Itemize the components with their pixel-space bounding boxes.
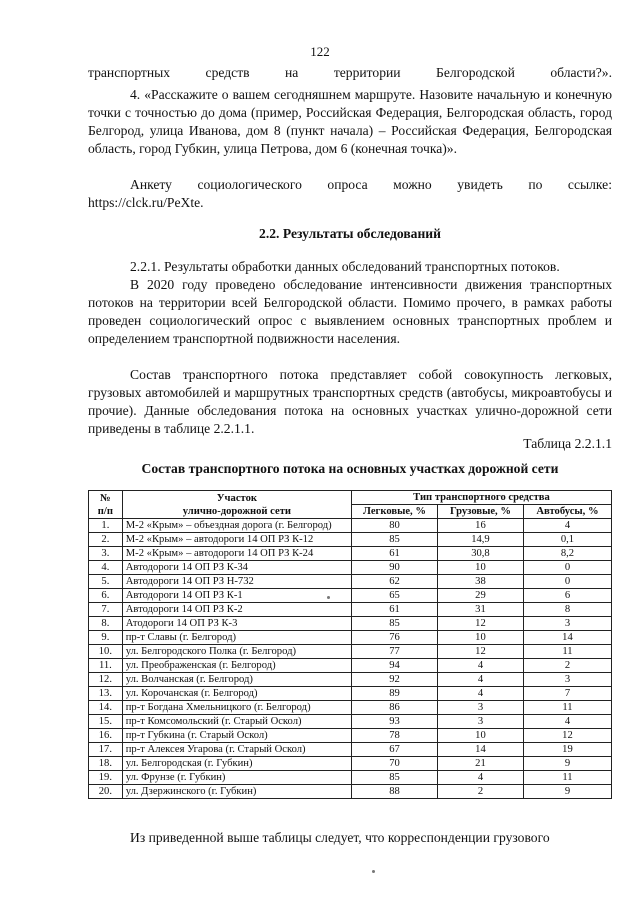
row-trucks-percent: 4	[437, 673, 523, 687]
table-row	[89, 533, 612, 547]
row-section: М-2 «Крым» – объездная дорога (г. Белгород)	[122, 519, 351, 533]
table-row	[89, 645, 612, 659]
row-number: 7.	[89, 603, 123, 617]
row-buses-percent: 7	[523, 687, 611, 701]
row-section: Атодороги 14 ОП РЗ К-3	[122, 617, 351, 631]
row-trucks-percent: 38	[437, 575, 523, 589]
row-section: ул. Волчанская (г. Белгород)	[122, 673, 351, 687]
row-section: Автодороги 14 ОП РЗ К-34	[122, 561, 351, 575]
row-number: 20.	[89, 785, 123, 799]
row-cars-percent: 78	[352, 729, 438, 743]
row-trucks-percent: 3	[437, 715, 523, 729]
row-section: М-2 «Крым» – автодороги 14 ОП РЗ К-12	[122, 533, 351, 547]
table-row	[89, 631, 612, 645]
header-number: № п/п	[89, 491, 123, 519]
row-cars-percent: 94	[352, 659, 438, 673]
table-row	[89, 617, 612, 631]
page-number: 122	[310, 44, 330, 59]
survey-link[interactable]: https://clck.ru/PeXte.	[88, 195, 204, 210]
row-trucks-percent: 16	[437, 519, 523, 533]
row-section: Автодороги 14 ОП РЗ К-2	[122, 603, 351, 617]
row-section: пр-т Алексея Угарова (г. Старый Оскол)	[122, 743, 351, 757]
row-number: 13.	[89, 687, 123, 701]
row-buses-percent: 3	[523, 617, 611, 631]
row-buses-percent: 14	[523, 631, 611, 645]
row-section: пр-т Комсомольский (г. Старый Оскол)	[122, 715, 351, 729]
row-section: Автодороги 14 ОП РЗ К-1	[122, 589, 351, 603]
table-row	[89, 729, 612, 743]
row-buses-percent: 6	[523, 589, 611, 603]
table-reference: Таблица 2.2.1.1	[523, 436, 612, 451]
row-buses-percent: 11	[523, 701, 611, 715]
row-number: 2.	[89, 533, 123, 547]
row-buses-percent: 9	[523, 785, 611, 799]
row-cars-percent: 61	[352, 547, 438, 561]
row-buses-percent: 0	[523, 575, 611, 589]
row-number: 3.	[89, 547, 123, 561]
table-row	[89, 519, 612, 533]
row-cars-percent: 85	[352, 533, 438, 547]
table-title: Состав транспортного потока на основных участках дорожной сети	[141, 461, 559, 476]
row-trucks-percent: 31	[437, 603, 523, 617]
row-cars-percent: 67	[352, 743, 438, 757]
row-buses-percent: 4	[523, 715, 611, 729]
row-number: 17.	[89, 743, 123, 757]
table-row	[89, 687, 612, 701]
row-buses-percent: 19	[523, 743, 611, 757]
header-vehicle-type: Тип транспортного средства	[352, 491, 612, 505]
row-section: ул. Белгородского Полка (г. Белгород)	[122, 645, 351, 659]
row-buses-percent: 0	[523, 561, 611, 575]
table-row	[89, 673, 612, 687]
row-section: пр-т Богдана Хмельницкого (г. Белгород)	[122, 701, 351, 715]
row-cars-percent: 92	[352, 673, 438, 687]
row-trucks-percent: 3	[437, 701, 523, 715]
row-cars-percent: 85	[352, 617, 438, 631]
row-section: ул. Преображенская (г. Белгород)	[122, 659, 351, 673]
row-trucks-percent: 4	[437, 771, 523, 785]
row-cars-percent: 89	[352, 687, 438, 701]
row-trucks-percent: 14	[437, 743, 523, 757]
row-buses-percent: 9	[523, 757, 611, 771]
table-row	[89, 547, 612, 561]
header-buses: Автобусы, %	[523, 505, 611, 519]
row-number: 15.	[89, 715, 123, 729]
row-buses-percent: 0,1	[523, 533, 611, 547]
table-row	[89, 603, 612, 617]
row-section: Автодороги 14 ОП РЗ Н-732	[122, 575, 351, 589]
section-heading: 2.2. Результаты обследований	[259, 226, 441, 241]
scan-speck	[327, 596, 330, 599]
row-number: 12.	[89, 673, 123, 687]
row-cars-percent: 93	[352, 715, 438, 729]
table-row	[89, 715, 612, 729]
row-cars-percent: 62	[352, 575, 438, 589]
row-buses-percent: 8	[523, 603, 611, 617]
traffic-composition-table	[88, 490, 612, 799]
row-cars-percent: 80	[352, 519, 438, 533]
row-section: ул. Фрунзе (г. Губкин)	[122, 771, 351, 785]
row-trucks-percent: 12	[437, 645, 523, 659]
header-trucks: Грузовые, %	[437, 505, 523, 519]
row-buses-percent: 11	[523, 771, 611, 785]
paragraph-1: транспортных средств на территории Белгородской области?».	[88, 65, 612, 80]
table-row	[89, 757, 612, 771]
paragraph-2: 4. «Расскажите о вашем сегодняшнем маршруте. Назовите начальную и конечную точки с точностью до дома (пример, Российская Федерация, Белгородская область, город Белгород, улица Иванова, дом 8 (пункт начала) – Российская Федерация, Белгородская область, город Губкин, улица Петрова, дом 6 (конечная точка)».	[88, 87, 612, 156]
closing-paragraph: Из приведенной выше таблицы следует, что корреспонденции грузового	[130, 830, 550, 845]
row-trucks-percent: 4	[437, 659, 523, 673]
row-cars-percent: 90	[352, 561, 438, 575]
row-cars-percent: 77	[352, 645, 438, 659]
row-section: ул. Белгородская (г. Губкин)	[122, 757, 351, 771]
row-buses-percent: 11	[523, 645, 611, 659]
row-cars-percent: 88	[352, 785, 438, 799]
row-number: 11.	[89, 659, 123, 673]
row-buses-percent: 2	[523, 659, 611, 673]
body-paragraph-1: В 2020 году проведено обследование интенсивности движения транспортных потоков на территории всей Белгородской области. Помимо прочего, в рамках работы проведен социологический опрос с выявлением основных транспортных проблем и определением транспортной подвижности населения.	[88, 277, 612, 346]
row-cars-percent: 61	[352, 603, 438, 617]
row-section: ул. Дзержинского (г. Губкин)	[122, 785, 351, 799]
paragraph-3: Анкету социологического опроса можно увидеть по ссылке:	[130, 177, 612, 192]
table-row	[89, 561, 612, 575]
row-buses-percent: 8,2	[523, 547, 611, 561]
row-section: пр-т Славы (г. Белгород)	[122, 631, 351, 645]
row-number: 10.	[89, 645, 123, 659]
table-row	[89, 575, 612, 589]
table-row	[89, 785, 612, 799]
row-trucks-percent: 2	[437, 785, 523, 799]
row-number: 19.	[89, 771, 123, 785]
row-section: М-2 «Крым» – автодороги 14 ОП РЗ К-24	[122, 547, 351, 561]
row-trucks-percent: 21	[437, 757, 523, 771]
row-cars-percent: 65	[352, 589, 438, 603]
scan-speck	[372, 870, 375, 873]
header-cars: Легковые, %	[352, 505, 438, 519]
row-trucks-percent: 10	[437, 561, 523, 575]
row-number: 16.	[89, 729, 123, 743]
table-row	[89, 771, 612, 785]
row-number: 6.	[89, 589, 123, 603]
row-cars-percent: 86	[352, 701, 438, 715]
row-number: 18.	[89, 757, 123, 771]
row-trucks-percent: 30,8	[437, 547, 523, 561]
row-buses-percent: 3	[523, 673, 611, 687]
body-paragraph-2: Состав транспортного потока представляет собой совокупность легковых, грузовых автомобилей и маршрутных транспортных средств (автобусы, микроавтобусы и прочие). Данные обследования потока на основных участках улично-дорожной сети приведены в таблице 2.2.1.1.	[88, 367, 612, 436]
table-row	[89, 701, 612, 715]
header-section: Участок улично-дорожной сети	[122, 491, 351, 519]
row-trucks-percent: 29	[437, 589, 523, 603]
row-section: ул. Корочанская (г. Белгород)	[122, 687, 351, 701]
row-number: 4.	[89, 561, 123, 575]
subsection-title: 2.2.1. Результаты обработки данных обследований транспортных потоков.	[130, 259, 560, 274]
row-section: пр-т Губкина (г. Старый Оскол)	[122, 729, 351, 743]
table-row	[89, 589, 612, 603]
row-buses-percent: 12	[523, 729, 611, 743]
row-trucks-percent: 14,9	[437, 533, 523, 547]
row-number: 1.	[89, 519, 123, 533]
row-number: 14.	[89, 701, 123, 715]
row-number: 5.	[89, 575, 123, 589]
row-trucks-percent: 10	[437, 631, 523, 645]
row-trucks-percent: 12	[437, 617, 523, 631]
row-cars-percent: 76	[352, 631, 438, 645]
row-trucks-percent: 10	[437, 729, 523, 743]
row-trucks-percent: 4	[437, 687, 523, 701]
table-row	[89, 743, 612, 757]
table-row	[89, 659, 612, 673]
row-cars-percent: 70	[352, 757, 438, 771]
row-number: 9.	[89, 631, 123, 645]
row-buses-percent: 4	[523, 519, 611, 533]
row-number: 8.	[89, 617, 123, 631]
row-cars-percent: 85	[352, 771, 438, 785]
